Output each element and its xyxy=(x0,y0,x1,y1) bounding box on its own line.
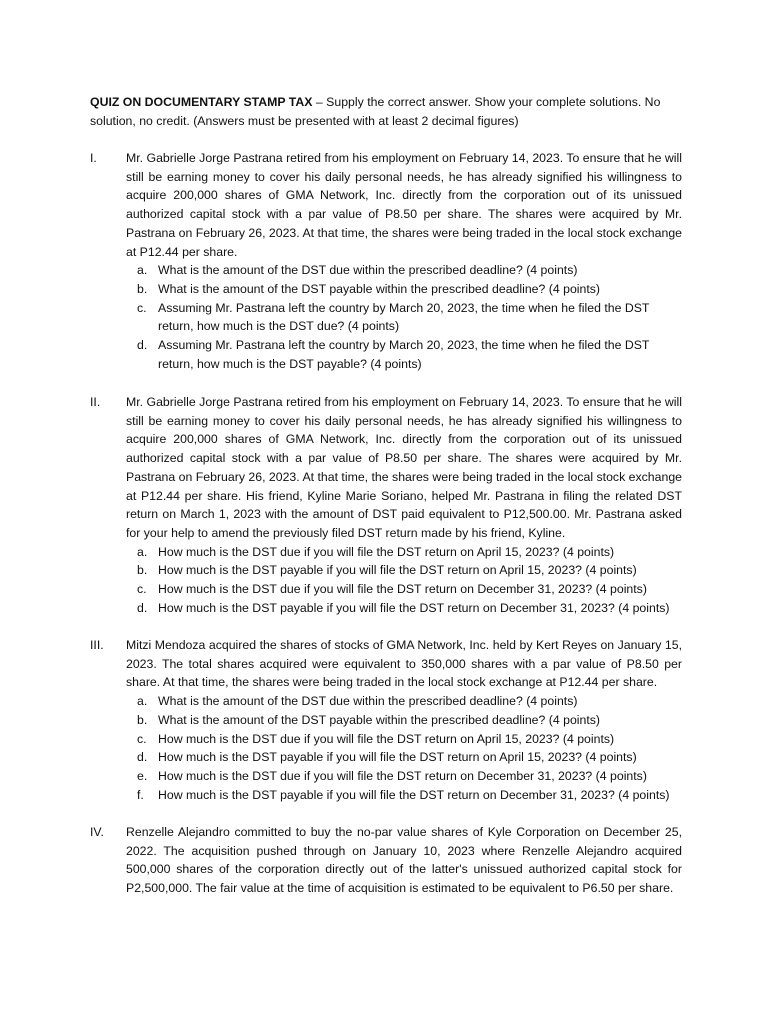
section-body xyxy=(126,823,682,898)
question-text: What is the amount of the DST payable within the prescribed deadline? (4 points) xyxy=(158,281,601,296)
question-letter: a. xyxy=(137,694,148,709)
question-item xyxy=(126,543,682,562)
question-text: How much is the DST payable if you will file the DST return on April 15, 2023? (4 points) xyxy=(158,750,637,765)
question-item xyxy=(126,280,682,299)
question-text: Assuming Mr. Pastrana left the country by March 20, 2023, the time when he filed the DST return, how much is the DST due? (4 points) xyxy=(158,300,650,334)
question-text: What is the amount of the DST payable within the prescribed deadline? (4 points) xyxy=(158,712,601,727)
question-item xyxy=(126,299,682,336)
problem-section-2 xyxy=(90,393,682,617)
problem-text: Mr. Gabrielle Jorge Pastrana retired from his employment on February 14, 2023. To ensure that he will still be earning money to cover his daily personal needs, he has already signified his willingness to acquire 200,000 shares of GMA Network, Inc. directly from the corporation out of its unissued authorized capital stock with a par value of P8.50 per share. The shares were acquired by Mr. Pastrana on February 26, 2023. At that time, the shares were being traded in the local stock exchange at P12.44 per share. xyxy=(126,151,682,259)
question-letter: a. xyxy=(137,544,148,559)
title-separator: – xyxy=(312,95,327,109)
question-letter: c. xyxy=(137,731,147,746)
question-text: How much is the DST payable if you will file the DST return on December 31, 2023? (4 points) xyxy=(158,600,670,615)
problem-text: Mitzi Mendoza acquired the shares of stocks of GMA Network, Inc. held by Kert Reyes on January 15, 2023. The total shares acquired were equivalent to 350,000 shares with a par value of P8.50 per share. At that time, the shares were being traded in the local stock exchange at P12.44 per share. xyxy=(126,638,682,690)
question-text: How much is the DST due if you will file the DST return on December 31, 2023? (4 points) xyxy=(158,582,647,597)
question-item xyxy=(126,599,682,618)
problem-section-1 xyxy=(90,149,682,373)
question-letter: c. xyxy=(137,300,147,315)
question-item xyxy=(126,711,682,730)
question-text: How much is the DST due if you will file the DST return on April 15, 2023? (4 points) xyxy=(158,544,615,559)
section-numeral: III. xyxy=(90,638,104,652)
question-letter: f. xyxy=(137,787,144,802)
quiz-instructions: Supply the correct answer. Show your complete solutions. No solution, no credit. (Answers must be presented with at least 2 decimal figures) xyxy=(90,95,661,128)
question-item xyxy=(126,767,682,786)
question-item xyxy=(126,748,682,767)
question-letter: d. xyxy=(137,750,148,765)
question-item xyxy=(126,692,682,711)
question-text: What is the amount of the DST due within the prescribed deadline? (4 points) xyxy=(158,263,578,278)
question-item xyxy=(126,561,682,580)
problem-section-3 xyxy=(90,636,682,804)
question-text: How much is the DST payable if you will file the DST return on December 31, 2023? (4 points) xyxy=(158,787,670,802)
section-body xyxy=(126,636,682,804)
question-letter: b. xyxy=(137,563,148,578)
question-item xyxy=(126,786,682,805)
question-letter: b. xyxy=(137,712,148,727)
quiz-title: QUIZ ON DOCUMENTARY STAMP TAX xyxy=(90,95,313,109)
question-letter: e. xyxy=(137,768,148,783)
question-item xyxy=(126,336,682,373)
question-letter: c. xyxy=(137,582,147,597)
question-text: What is the amount of the DST due within the prescribed deadline? (4 points) xyxy=(158,694,578,709)
problem-section-4 xyxy=(90,823,682,898)
question-text: Assuming Mr. Pastrana left the country by March 20, 2023, the time when he filed the DST return, how much is the DST payable? (4 points) xyxy=(158,338,650,371)
question-text: How much is the DST due if you will file the DST return on April 15, 2023? (4 points) xyxy=(158,731,615,746)
section-numeral: IV. xyxy=(90,825,104,839)
section-numeral: I. xyxy=(90,151,97,165)
question-item xyxy=(126,261,682,280)
section-numeral: II. xyxy=(90,395,101,409)
problem-text: Mr. Gabrielle Jorge Pastrana retired from his employment on February 14, 2023. To ensure that he will still be earning money to cover his daily personal needs, he has already signified his willingness to acquire 200,000 shares of GMA Network, Inc. directly from the corporation out of its unissued authorized capital stock with a par value of P8.50 per share. The shares were acquired by Mr. Pastrana on February 26, 2023. At that time, the shares were being traded in the local stock exchange at P12.44 per share. His friend, Kyline Marie Soriano, helped Mr. Pastrana in filing the related DST return on March 1, 2023 with the amount of DST paid equivalent to P12,500.00. Mr. Pastrana asked for your help to amend the previously filed DST return made by his friend, Kyline. xyxy=(126,395,682,540)
section-body xyxy=(126,393,682,617)
question-letter: d. xyxy=(137,600,148,615)
question-text: How much is the DST payable if you will file the DST return on April 15, 2023? (4 points) xyxy=(158,563,637,578)
question-letter: a. xyxy=(137,263,148,278)
question-letter: b. xyxy=(137,281,148,296)
section-body xyxy=(126,149,682,373)
quiz-header xyxy=(90,93,682,130)
question-text: How much is the DST due if you will file the DST return on December 31, 2023? (4 points) xyxy=(158,768,647,783)
question-item xyxy=(126,730,682,749)
problem-text: Renzelle Alejandro committed to buy the no-par value shares of Kyle Corporation on December 25, 2022. The acquisition pushed through on January 10, 2023 where Renzelle Alejandro acquired 500,000 shares of the corporation directly out of the latter's unissued authorized capital stock for P2,500,000. The fair value at the time of acquisition is estimated to be equivalent to P6.50 per share. xyxy=(126,825,682,896)
question-letter: d. xyxy=(137,338,148,353)
question-item xyxy=(126,580,682,599)
